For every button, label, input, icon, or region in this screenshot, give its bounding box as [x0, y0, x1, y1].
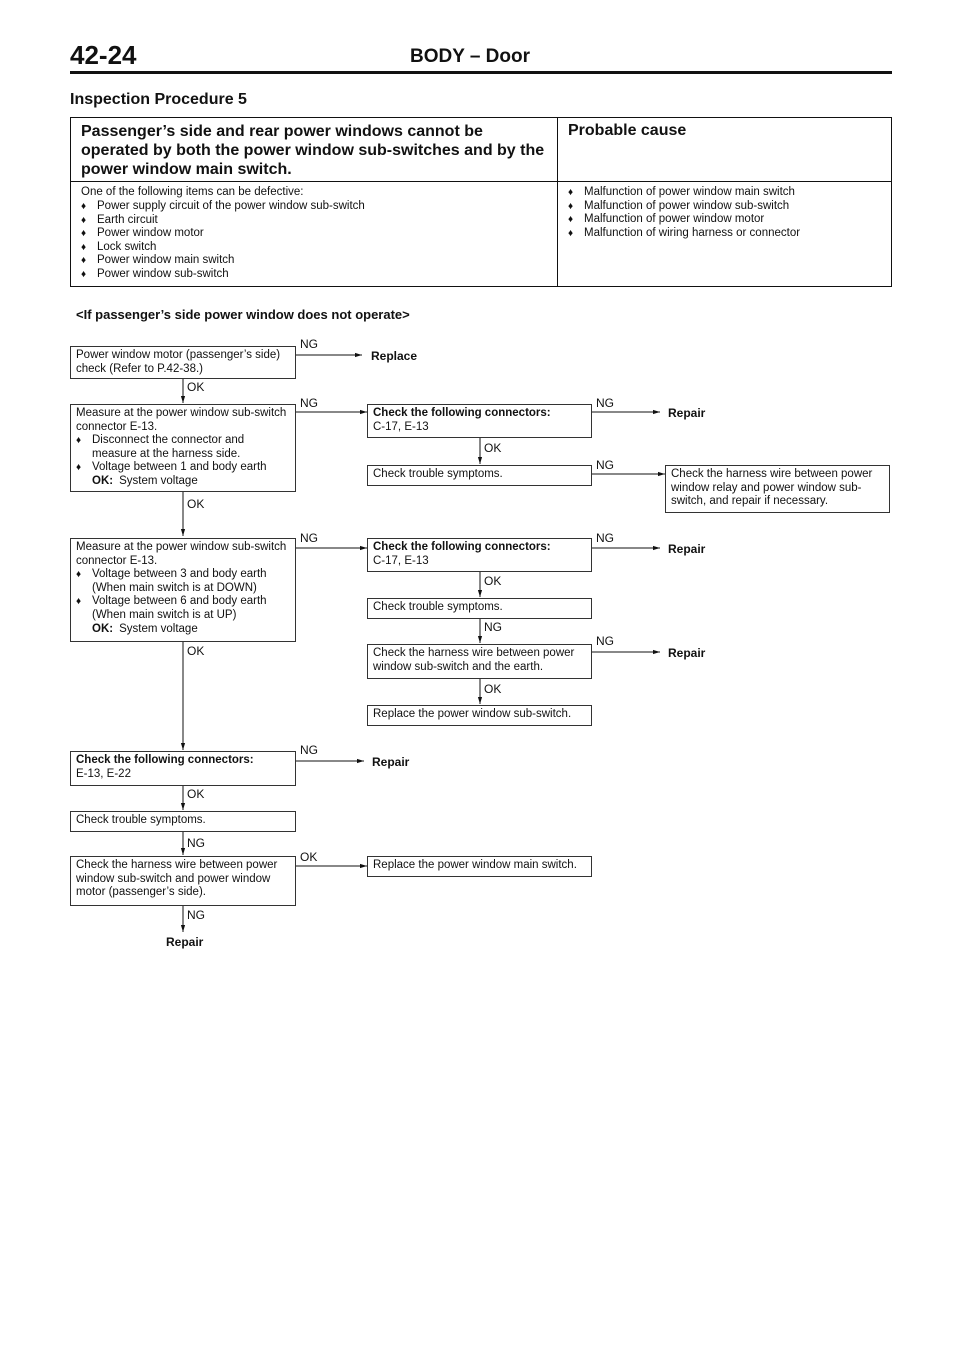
harness-earth-text: Check the harness wire between power window sub-switch and the earth.	[373, 647, 575, 673]
symptom-text: Passenger’s side and rear power windows cannot be operated by both the power window sub-switches and by the power window main switch.	[81, 123, 545, 178]
list-item: ♦ Malfunction of power window main switch	[568, 186, 800, 200]
ng-label: NG	[300, 337, 318, 351]
box-measure-voltage-1	[70, 404, 296, 492]
result-replace: Replace	[371, 349, 418, 363]
result-repair: Repair	[668, 646, 706, 660]
list-item: ♦ Voltage between 6 and body earth (When main switch is at UP)	[76, 595, 290, 622]
ng-label: NG	[596, 634, 614, 648]
check-symptoms-text: Check trouble symptoms.	[373, 601, 503, 613]
procedure-title: Inspection Procedure 5	[70, 91, 247, 108]
box-replace-main-switch	[367, 856, 592, 877]
ng-label: NG	[596, 458, 614, 472]
measure2-intro: Measure at the power window sub-switch connector E-13.	[76, 541, 287, 567]
ok-label: OK	[187, 380, 205, 394]
list-item: ♦ Malfunction of wiring harness or connector	[568, 227, 800, 241]
ok-label: OK	[484, 682, 502, 696]
ng-label: NG	[596, 531, 614, 545]
box-check-symptoms-1	[367, 465, 592, 486]
box-check-connectors-a1	[367, 404, 592, 438]
box-check-symptoms-2	[367, 598, 592, 619]
connectors-list: E-13, E-22	[76, 767, 131, 780]
list-item: ♦ Voltage between 1 and body earth	[76, 461, 290, 475]
result-repair: Repair	[668, 542, 706, 556]
ng-label: NG	[300, 531, 318, 545]
measure2-list	[76, 568, 290, 622]
ok-value: System voltage	[119, 622, 198, 635]
list-item: ♦ Malfunction of power window motor	[568, 213, 800, 227]
ng-label: NG	[300, 743, 318, 757]
list-item: ♦ Earth circuit	[81, 214, 365, 228]
box-motor-check	[70, 346, 296, 379]
box-replace-sub-switch	[367, 705, 592, 726]
ok-label: OK	[484, 574, 502, 588]
list-item: ♦ Voltage between 3 and body earth (When main switch is at DOWN)	[76, 568, 290, 595]
connectors-list: C-17, E-13	[373, 420, 429, 433]
connectors-title: Check the following connectors:	[76, 754, 254, 766]
result-repair: Repair	[668, 406, 706, 420]
ok-label: OK	[300, 850, 318, 864]
box-measure-voltage-2	[70, 538, 296, 642]
connectors-title: Check the following connectors:	[373, 541, 551, 553]
ok-label: OK:	[92, 474, 114, 487]
box-harness-earth	[367, 644, 592, 679]
box-harness-motor	[70, 856, 296, 906]
list-item: ♦ Power window sub-switch	[81, 268, 365, 282]
ng-label: NG	[484, 620, 502, 634]
list-item: ♦ Power window motor	[81, 227, 365, 241]
motor-check-text: Power window motor (passenger’s side) check (Refer to P.42-38.)	[76, 349, 281, 375]
list-item: ♦ Lock switch	[81, 241, 365, 255]
result-repair: Repair	[166, 935, 204, 949]
box-harness-relay	[665, 465, 890, 513]
replace-sub-text: Replace the power window sub-switch.	[373, 708, 572, 720]
result-repair: Repair	[372, 755, 410, 769]
measure1-ok-line	[76, 475, 290, 489]
ok-label: OK	[484, 441, 502, 455]
measure1-intro: Measure at the power window sub-switch connector E-13.	[76, 407, 287, 433]
ok-label: OK	[187, 787, 205, 801]
ok-value: System voltage	[119, 474, 198, 487]
connectors-list: C-17, E-13	[373, 554, 429, 567]
section-title: BODY – Door	[410, 46, 531, 67]
list-item: ♦ Power window main switch	[81, 254, 365, 268]
measure1-list	[76, 434, 290, 475]
ok-label: OK	[187, 497, 205, 511]
defect-intro: One of the following items can be defective:	[81, 186, 304, 198]
probable-cause-header: Probable cause	[568, 122, 687, 139]
ok-label: OK	[187, 644, 205, 658]
flow-subheading: <If passenger’s side power window does not operate>	[76, 307, 410, 322]
box-check-symptoms-3	[70, 811, 296, 832]
ng-label: NG	[187, 836, 205, 850]
connectors-title: Check the following connectors:	[373, 407, 551, 419]
ng-label: NG	[187, 908, 205, 922]
check-symptoms-text: Check trouble symptoms.	[76, 814, 206, 826]
check-symptoms-text: Check trouble symptoms.	[373, 468, 503, 480]
measure2-ok-line	[76, 623, 290, 637]
box-check-connectors-a2	[367, 538, 592, 572]
replace-main-text: Replace the power window main switch.	[373, 859, 577, 871]
ng-label: NG	[596, 396, 614, 410]
list-item: ♦ Malfunction of power window sub-switch	[568, 200, 800, 214]
ng-label: NG	[300, 396, 318, 410]
page-number: 42-24	[70, 40, 137, 70]
harness-relay-text: Check the harness wire between power window relay and power window sub-switch, and repair if necessary.	[671, 468, 873, 508]
list-item: ♦ Disconnect the connector and measure at the harness side.	[76, 434, 290, 461]
harness-motor-text: Check the harness wire between power window sub-switch and power window motor (passenger’s side).	[76, 859, 278, 899]
ok-label: OK:	[92, 622, 114, 635]
box-check-connectors-b	[70, 751, 296, 786]
list-item: ♦ Power supply circuit of the power window sub-switch	[81, 200, 365, 214]
